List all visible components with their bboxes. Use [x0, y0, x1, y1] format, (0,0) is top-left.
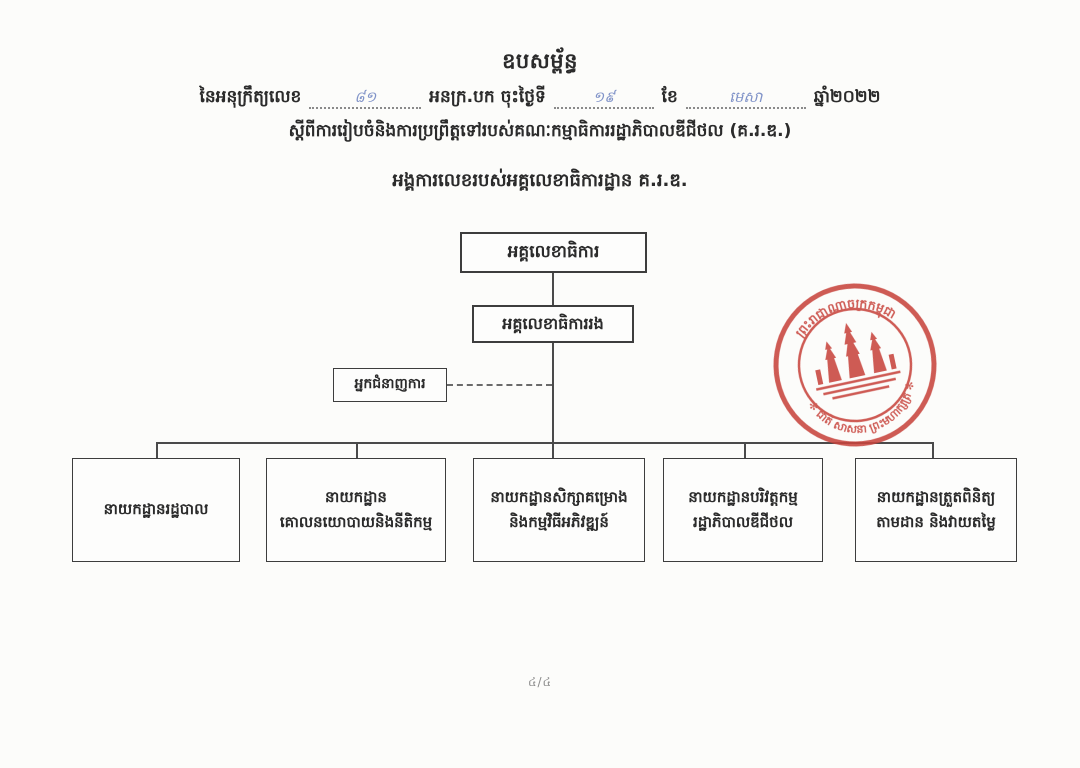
connector-deputy-to-bus — [552, 343, 554, 442]
connector-drop-dept-3 — [552, 442, 554, 458]
decree-month-fill: មេសា — [686, 89, 806, 109]
box-specialists — [333, 368, 447, 402]
decree-month-label: ខែ — [661, 87, 678, 107]
box-department-administration — [72, 458, 240, 562]
seal-graphic — [754, 264, 956, 466]
org-chart-title: អង្គការលេខរបស់អគ្គលេខាធិការដ្ឋាន គ.រ.ឌ. — [392, 170, 688, 191]
department-label-line: នាយកដ្ឋានរដ្ឋបាល — [103, 500, 209, 519]
department-label-line: នាយកដ្ឋានសិក្សាគម្រោង — [490, 487, 628, 506]
decree-reference-line — [0, 86, 1080, 111]
decree-day-fill: ១៩ — [554, 89, 654, 109]
connector-drop-dept-5 — [932, 442, 934, 458]
department-label-line: គោលនយោបាយនិងនីតិកម្ម — [279, 513, 433, 531]
box-deputy-secretary-general — [472, 305, 634, 343]
department-label-line: រដ្ឋាភិបាលឌីជីថល — [693, 513, 793, 531]
seal-top-arc-text: ព្រះរាជាណាចក្រកម្ពុជា — [792, 295, 899, 340]
decree-year: ឆ្នាំ២០២២ — [813, 87, 881, 107]
seal-bottom-arc-text: ✻ ជាតិ សាសនា ព្រះមហាក្សត្រ ✻ — [805, 379, 918, 436]
box-specialists-label: អ្នកជំនាញការ — [354, 376, 426, 393]
box-deputy-secretary-general-label: អគ្គលេខាធិការរង — [502, 314, 604, 334]
decree-middle: អនក្រ.បក ចុះថ្ងៃទី — [429, 87, 546, 107]
department-label-line: និងកម្មវិធីអភិវឌ្ឍន៍ — [509, 513, 609, 531]
decree-prefix: នៃអនុក្រឹត្យលេខ — [199, 87, 302, 107]
connector-sg-to-deputy — [552, 273, 554, 305]
department-label-line: នាយកដ្ឋានបរិវត្តកម្ម — [688, 487, 798, 506]
page-number: ៤/៤ — [527, 675, 553, 689]
connector-drop-dept-2 — [356, 442, 358, 458]
box-department-digital-government — [663, 458, 823, 562]
box-secretary-general — [460, 232, 647, 273]
box-department-project-study — [473, 458, 645, 562]
annex-title: ឧបសម្ព័ន្ធ — [502, 49, 578, 73]
department-label-line: នាយកដ្ឋាន — [325, 487, 387, 506]
department-label-line: នាយកដ្ឋានត្រួតពិនិត្យ — [876, 487, 996, 506]
royal-government-seal — [754, 264, 956, 466]
box-department-inspection-monitoring — [855, 458, 1017, 562]
box-department-policy-legislation — [266, 458, 446, 562]
decree-number-fill: ៨១ — [309, 89, 421, 109]
connector-drop-dept-1 — [156, 442, 158, 458]
box-secretary-general-label: អគ្គលេខាធិការ — [507, 242, 600, 263]
department-label-line: តាមដាន និងវាយតម្លៃ — [876, 513, 996, 531]
decree-subject-line: ស្តីពីការរៀបចំនិងការប្រព្រឹត្តទៅរបស់គណៈកម្មាធិការរដ្ឋាភិបាលឌីជីថល (គ.រ.ឌ.) — [288, 121, 792, 141]
connector-drop-dept-4 — [744, 442, 746, 458]
connector-specialists-dashed — [447, 384, 552, 386]
